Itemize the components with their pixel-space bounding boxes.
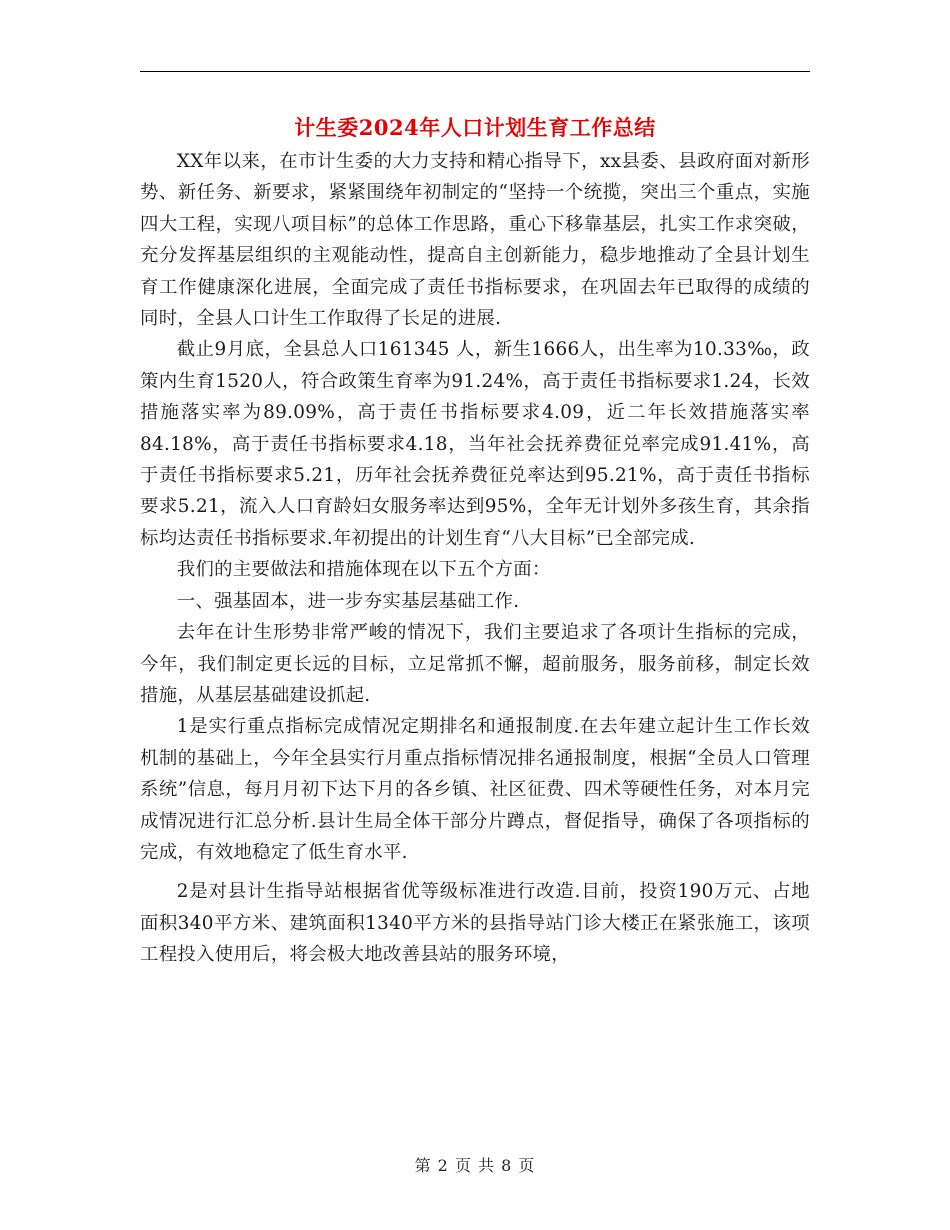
paragraph-statistics: 截止9月底，全县总人口161345 人，新生1666人，出生率为10.33‰，政策内生育1520人，符合政策生育率为91.24%，高于责任书指标要求1.24，长效措施落实率为89.09%，高于责任书指标要求4.09，近二年长效措施落实率84.18%，高于责任书指标要求4.18，当年社会抚养费征兑率完成91.41%，高于责任书指标要求5.21，历年社会抚养费征兑率达到95.21%，高于责任书指标要求5.21，流入人口育龄妇女服务率达到95%，全年无计划外多孩生育，其余指标均达责任书指标要求.年初提出的计划生育“八大目标”已全部完成. bbox=[140, 339, 810, 549]
header-rule bbox=[140, 71, 810, 72]
document-title: 计生委2024年人口计划生育工作总结 bbox=[294, 115, 656, 140]
section-heading-1: 一、强基固本，进一步夯实基层基础工作. bbox=[176, 590, 520, 612]
paragraph-section-1: 去年在计生形势非常严峻的情况下，我们主要追求了各项计生指标的完成，今年，我们制定更长远的目标，立足常抓不懈，超前服务，服务前移，制定长效措施，从基层基础建设抓起. bbox=[140, 622, 810, 706]
paragraph-item-2: 2是对县计生指导站根据省优等级标准进行改造.目前，投资190万元、占地面积340平方米、建筑面积1340平方米的县指导站门诊大楼正在紧张施工，该项工程投入使用后，将会极大地改善县站的服务环境， bbox=[140, 881, 810, 966]
paragraph-item-1: 1是实行重点指标完成情况定期排名和通报制度.在去年建立起计生工作长效机制的基础上，今年全县实行月重点指标情况排名通报制度，根据“全员人口管理系统”信息，每月月初下达下月的各乡镇、社区征费、四术等硬性任务，对本月完成情况进行汇总分析.县计生局全体干部分片蹲点，督促指导，确保了各项指标的完成，有效地稳定了低生育水平. bbox=[140, 716, 810, 863]
document-body bbox=[140, 146, 810, 971]
paragraph-intro: XX年以来，在市计生委的大力支持和精心指导下，xx县委、县政府面对新形势、新任务、新要求，紧紧围绕年初制定的“坚持一个统揽，突出三个重点，实施四大工程，实现八项目标”的总体工作思路，重心下移靠基层，扎实工作求突破，充分发挥基层组织的主观能动性，提高自主创新能力，稳步地推动了全县计划生育工作健康深化进展，全面完成了责任书指标要求，在巩固去年已取得的成绩的同时，全县人口计生工作取得了长足的进展. bbox=[140, 151, 810, 330]
paragraph-measures-intro: 我们的主要做法和措施体现在以下五个方面： bbox=[176, 559, 551, 581]
page-footer: 第 2 页 共 8 页 bbox=[414, 1156, 536, 1175]
